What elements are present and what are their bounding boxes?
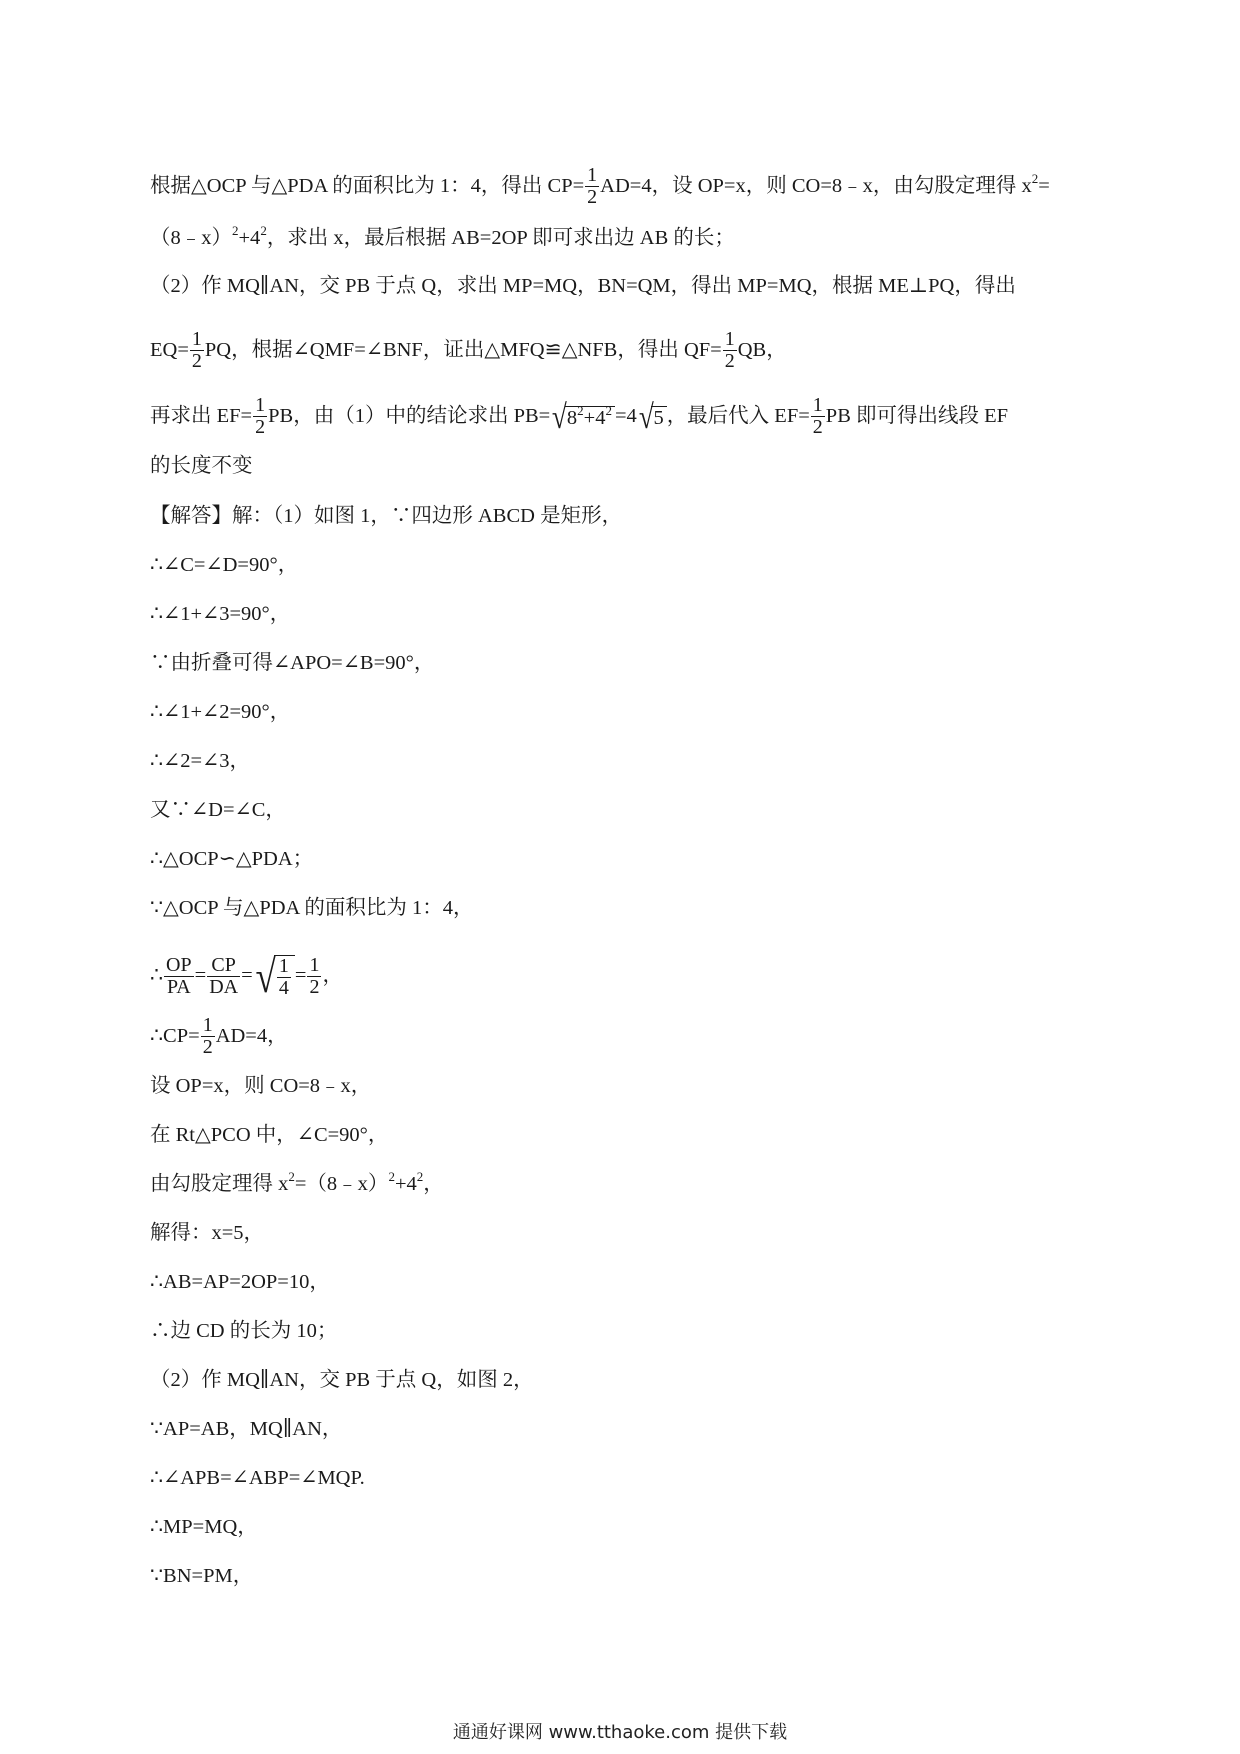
text-line-2: $(8﹣x)^2+4^2$，求出 x，最后根据 AB=2OP 即可求出边 AB 的长； — [150, 223, 735, 249]
fraction: $\frac{1}{2}$ — [724, 328, 735, 372]
fraction: $\frac{CP}{DA}$ — [209, 953, 239, 998]
text-line-23: ∴边 CD 的长为 10； — [150, 1320, 338, 1342]
fraction: $\frac{OP}{PA}$ — [166, 953, 192, 998]
text-line-14: ∴△OCP∽△PDA； — [150, 848, 314, 870]
text-line-1: 根据△OCP 与△PDA 的面积比为 1：4，得出 CP= $\frac{1}{2}$ AD=4，设 OP=x，则 CO=8﹣x，由勾股定理得 $x^2=$ — [150, 164, 1050, 208]
text-line-4: EQ= $\frac{1}{2}$ PQ，根据∠QMF=∠BNF，证出△MFQ≌△NFB，得出 QF= $\frac{1}{2}$ QB， — [150, 328, 787, 372]
square-root: √5 — [637, 401, 667, 435]
text-line-16: ∴ $\frac{OP}{PA}$ = $\frac{CP}{DA}$ =√ $\frac{1}{4}$ = $\frac{1}{2}$ ， — [150, 951, 343, 1002]
text-line-21: 解得：x=5， — [150, 1222, 265, 1244]
text-line-15: ∵△OCP 与△PDA 的面积比为 1：4， — [150, 897, 474, 919]
fraction: $\frac{1}{4}$ — [278, 954, 289, 999]
text-line-26: ∴∠APB=∠ABP=∠MQP. — [150, 1467, 365, 1489]
text-line-17: ∴CP= $\frac{1}{2}$ AD=4， — [150, 1014, 288, 1058]
text-line-19: 在 Rt△PCO 中，∠C=90°， — [150, 1124, 389, 1146]
square-root: √ $\frac{1}{4}$ — [253, 954, 295, 1000]
fraction: $\frac{1}{2}$ — [255, 394, 266, 438]
text-line-12: ∴∠2=∠3， — [150, 750, 250, 772]
square-root: $√8^2+4^2$ — [550, 401, 615, 435]
text-line-25: ∵AP=AB，MQ∥AN， — [150, 1418, 343, 1440]
page-footer: 通通好课网 www.tthaoke.com 提供下载 — [452, 1722, 788, 1743]
text-line-6: 的长度不变 — [150, 455, 253, 477]
text-line-11: ∴∠1+∠2=90°， — [150, 701, 291, 723]
text-line-9: ∴∠1+∠3=90°， — [150, 603, 291, 625]
text-line-27: ∴MP=MQ， — [150, 1516, 258, 1538]
fraction: $\frac{1}{2}$ — [587, 164, 598, 208]
text-line-10: ∵由折叠可得∠APO=∠B=90°， — [150, 652, 435, 674]
fraction: $\frac{1}{2}$ — [191, 328, 202, 372]
text-line-20: 由勾股定理得 $x^2=(8﹣x)^2+4^2$， — [150, 1169, 444, 1195]
text-line-7: 【解答】解：（1）如图 1，∵四边形 ABCD 是矩形， — [150, 505, 623, 527]
fraction: $\frac{1}{2}$ — [309, 953, 320, 998]
text-line-18: 设 OP=x，则 CO=8﹣x， — [150, 1075, 372, 1097]
text-line-28: ∵BN=PM， — [150, 1565, 254, 1587]
text-line-13: 又∵∠D=∠C， — [150, 799, 286, 821]
text-line-3: （2）作 MQ∥AN，交 PB 于点 Q，求出 MP=MQ，BN=QM，得出 MP=MQ，根据 ME⊥PQ，得出 — [150, 275, 1016, 297]
fraction: $\frac{1}{2}$ — [202, 1014, 213, 1058]
text-line-8: ∴∠C=∠D=90°， — [150, 554, 299, 576]
text-line-5: 再求出 EF= $\frac{1}{2}$ PB，由（1）中的结论求出 $PB=√8^2+4^2 =4√5$ ，最后代入 EF= $\frac{1}{2}$ PB 即可得出线段 EF — [150, 394, 1009, 438]
text-line-22: ∴AB=AP=2OP=10， — [150, 1271, 330, 1293]
text-line-24: （2）作 MQ∥AN，交 PB 于点 Q，如图 2， — [150, 1369, 534, 1391]
fraction: $\frac{1}{2}$ — [812, 394, 823, 438]
